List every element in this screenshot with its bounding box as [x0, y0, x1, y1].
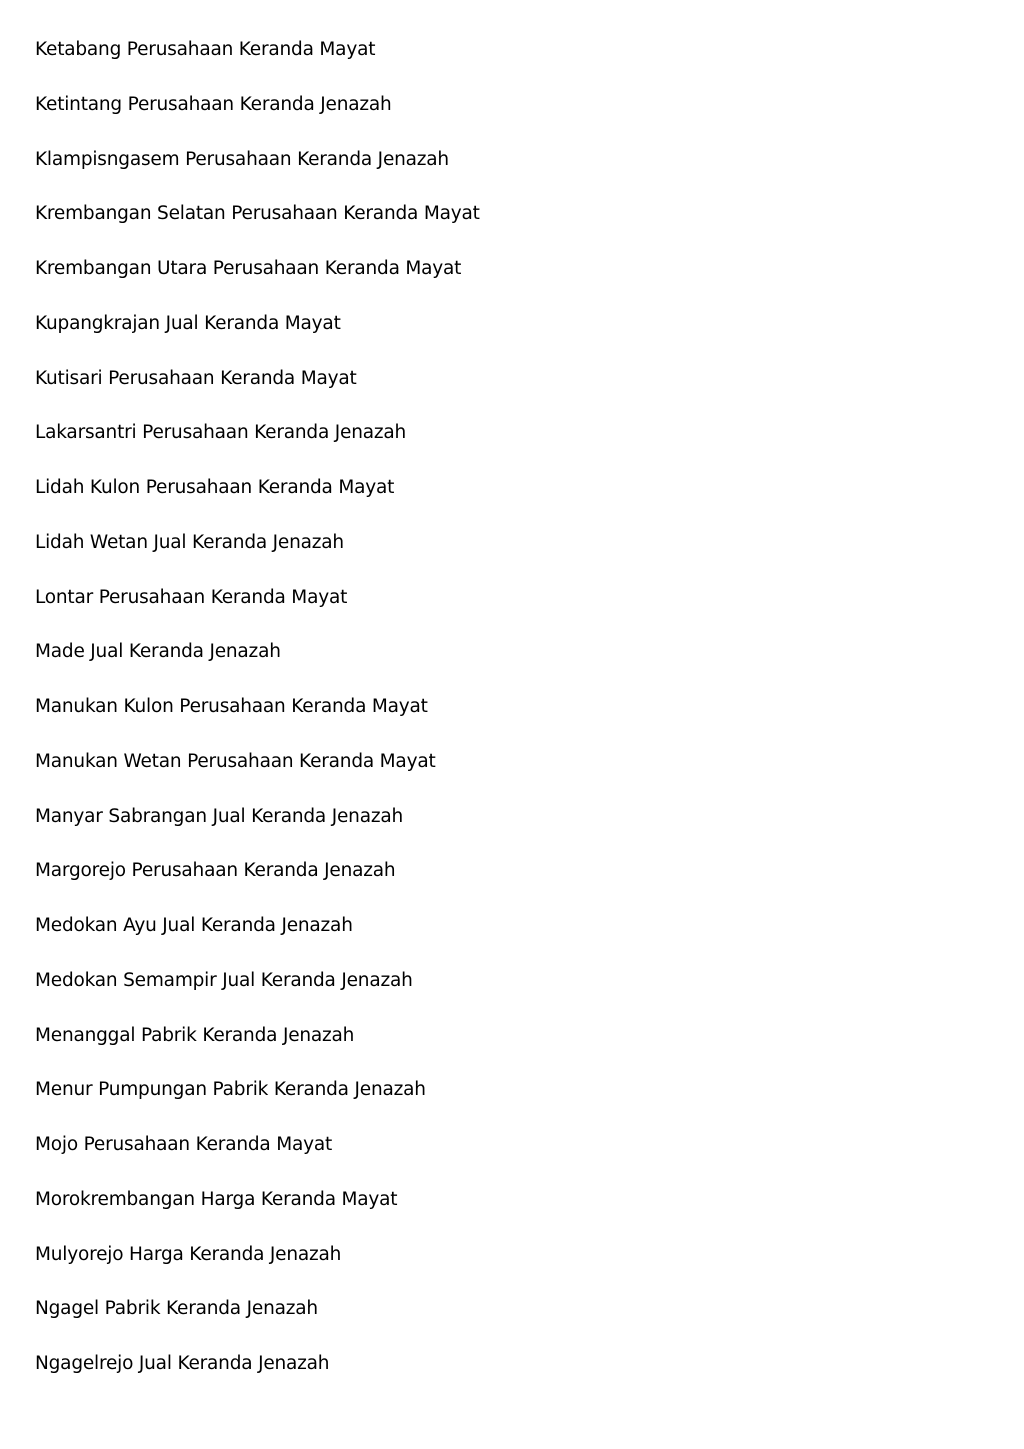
list-item: Kupangkrajan Jual Keranda Mayat	[35, 312, 341, 334]
list-item: Medokan Ayu Jual Keranda Jenazah	[35, 915, 353, 936]
list-item: Ketabang Perusahaan Keranda Mayat	[35, 39, 376, 60]
list-item: Medokan Semampir Jual Keranda Jenazah	[35, 969, 413, 991]
list-item: Ketintang Perusahaan Keranda Jenazah	[35, 93, 392, 115]
list-item: Lidah Wetan Jual Keranda Jenazah	[35, 531, 344, 553]
list-item: Manukan Kulon Perusahaan Keranda Mayat	[35, 696, 428, 717]
list-item: Mojo Perusahaan Keranda Mayat	[35, 1134, 333, 1155]
list-item: Klampisngasem Perusahaan Keranda Jenazah	[35, 148, 449, 170]
list-item: Lakarsantri Perusahaan Keranda Jenazah	[35, 422, 407, 444]
list-item: Ngagel Pabrik Keranda Jenazah	[35, 1298, 318, 1320]
list-item: Manukan Wetan Perusahaan Keranda Mayat	[35, 750, 436, 772]
list-item: Manyar Sabrangan Jual Keranda Jenazah	[35, 805, 404, 827]
list-item: Lontar Perusahaan Keranda Mayat	[35, 586, 348, 608]
list-item: Ngagelrejo Jual Keranda Jenazah	[35, 1353, 330, 1374]
entry-list	[35, 37, 935, 1406]
list-item: Menur Pumpungan Pabrik Keranda Jenazah	[35, 1079, 426, 1101]
list-item: Kutisari Perusahaan Keranda Mayat	[35, 367, 357, 389]
list-item: Lidah Kulon Perusahaan Keranda Mayat	[35, 477, 395, 498]
list-item: Made Jual Keranda Jenazah	[35, 641, 281, 663]
list-item: Krembangan Selatan Perusahaan Keranda Mayat	[35, 203, 480, 225]
list-item: Menanggal Pabrik Keranda Jenazah	[35, 1024, 355, 1046]
list-item: Margorejo Perusahaan Keranda Jenazah	[35, 860, 396, 882]
list-item: Mulyorejo Harga Keranda Jenazah	[35, 1243, 342, 1265]
list-item: Morokrembangan Harga Keranda Mayat	[35, 1188, 398, 1210]
list-item: Krembangan Utara Perusahaan Keranda Mayat	[35, 258, 462, 279]
